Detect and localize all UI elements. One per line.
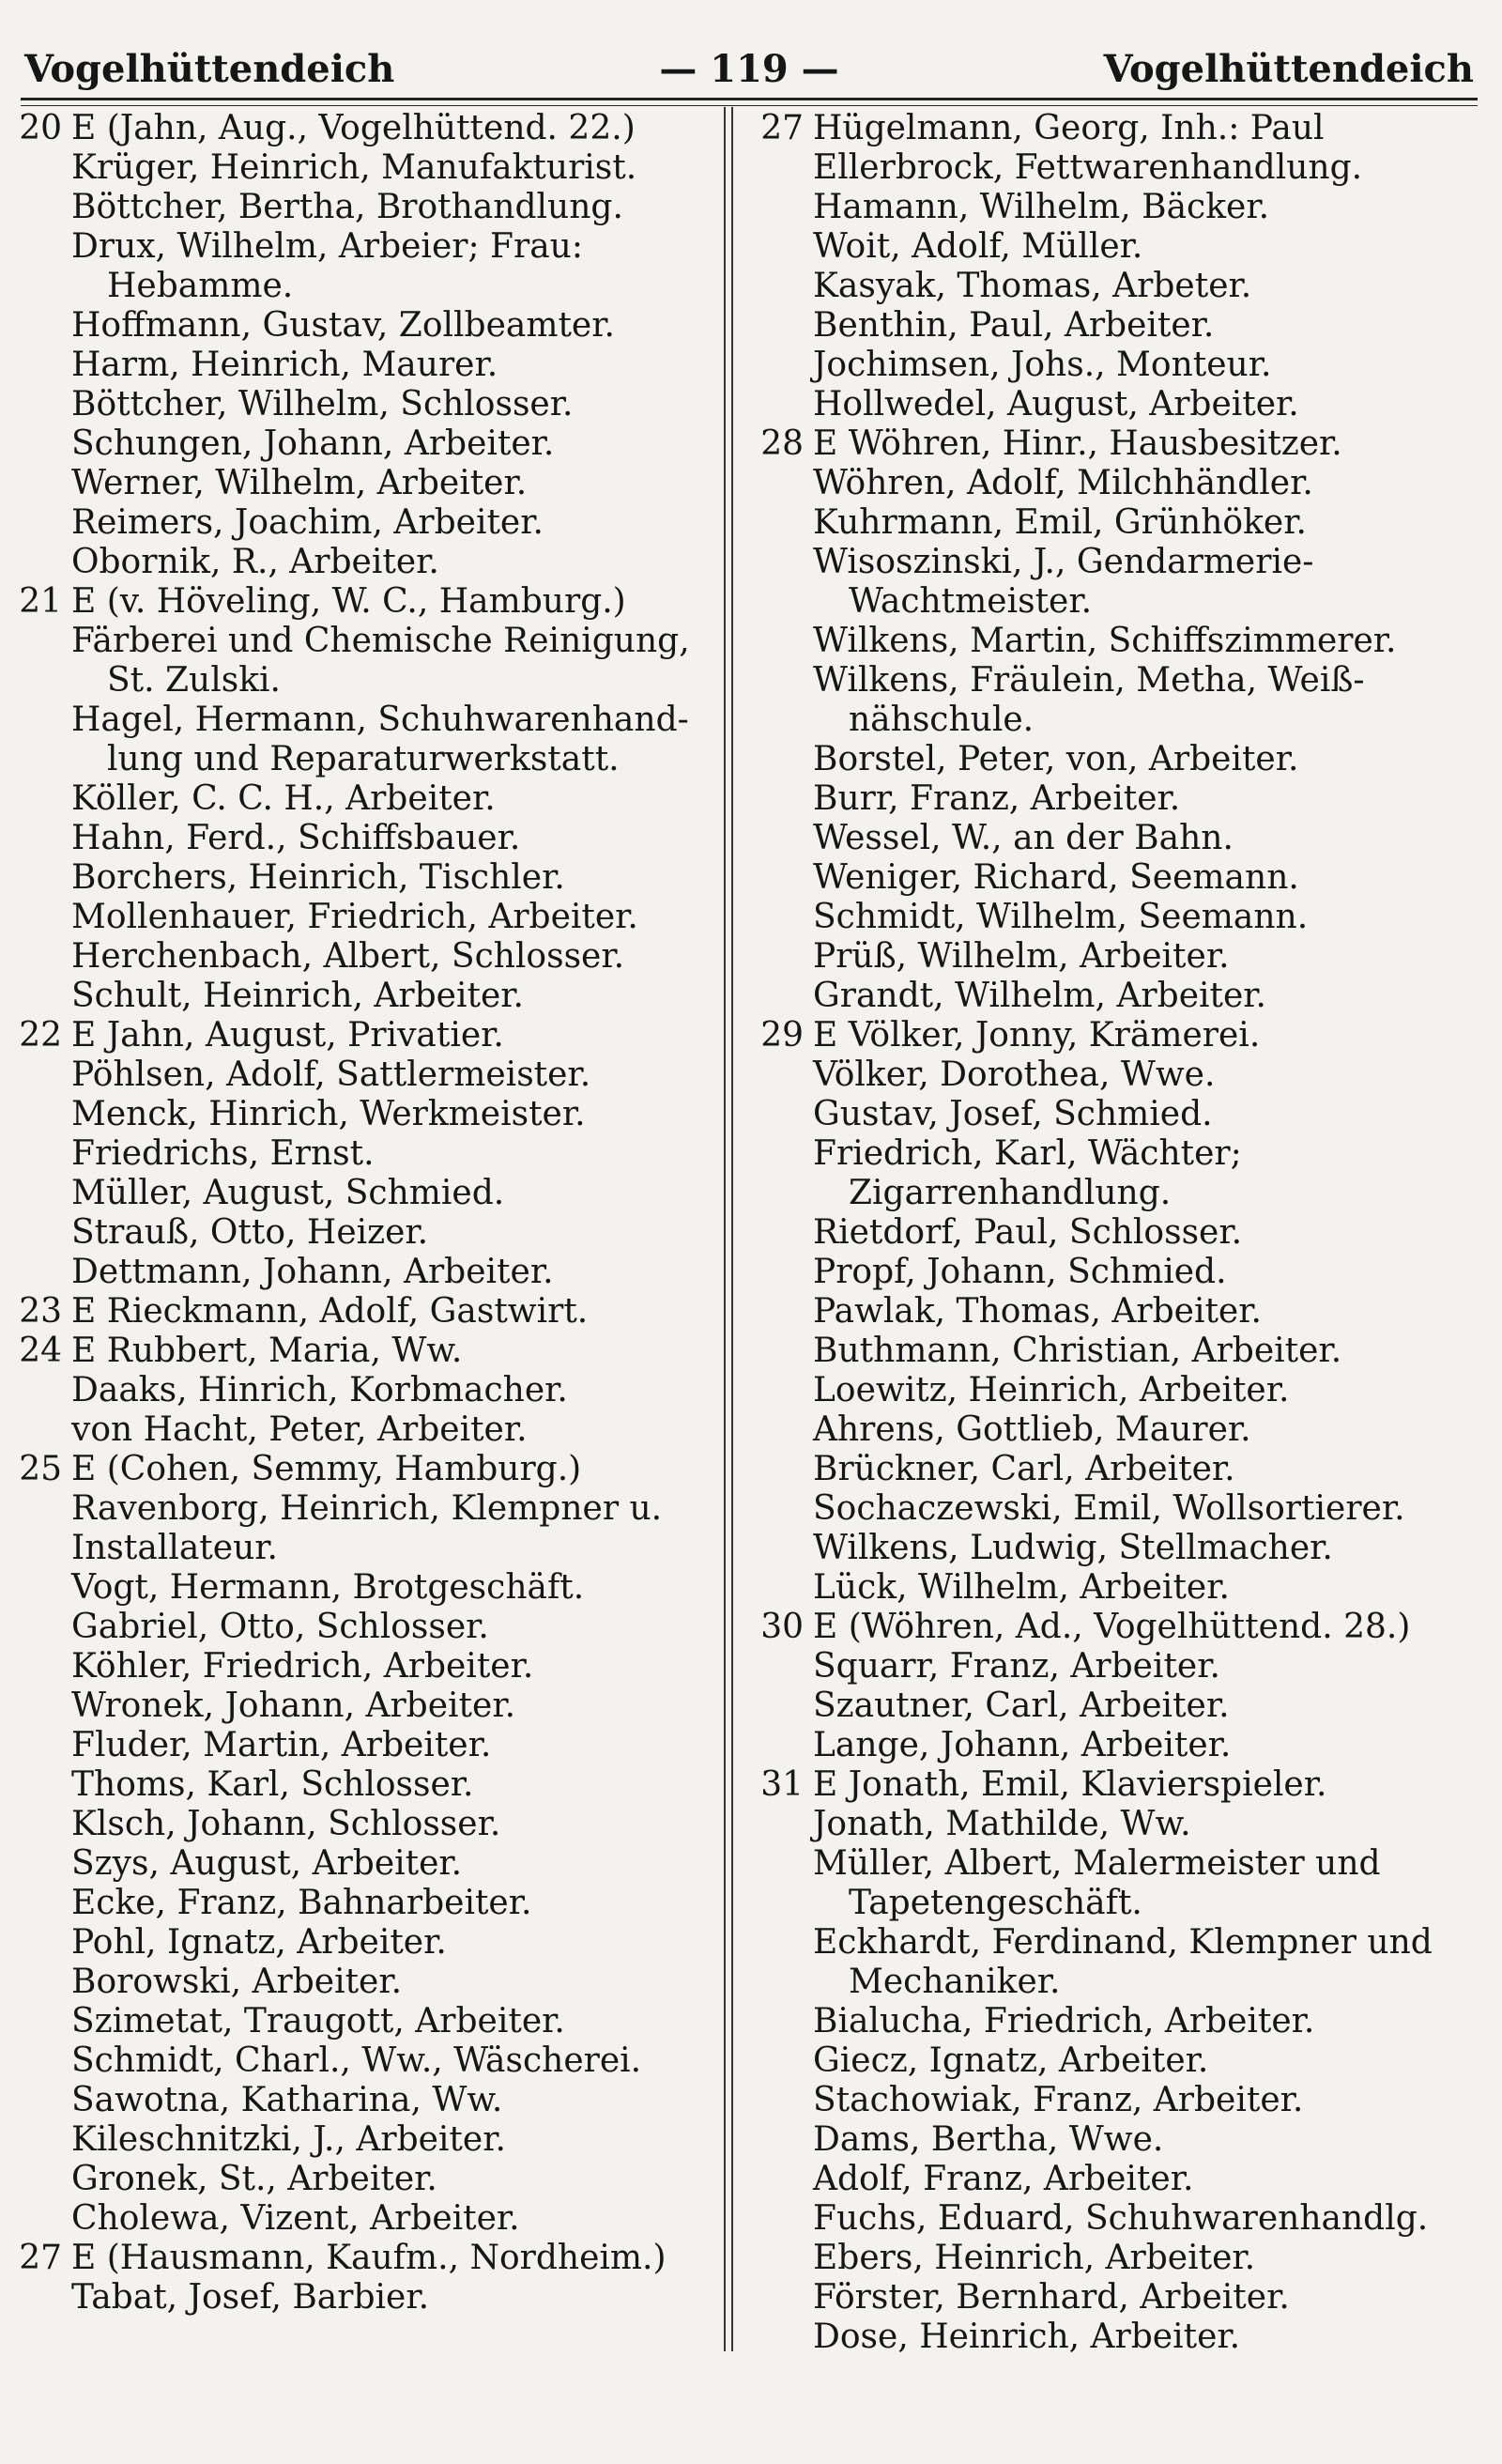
entry-text: Wilkens, Martin, Schiffszimmerer.	[813, 622, 1397, 660]
directory-entry	[0, 622, 713, 661]
entry-text: Friedrich, Karl, Wächter;	[813, 1134, 1242, 1173]
directory-entry	[742, 1647, 1493, 1686]
directory-entry	[742, 1134, 1493, 1174]
entry-text: Brückner, Carl, Arbeiter.	[813, 1450, 1235, 1488]
entry-text: E Jahn, August, Privatier.	[71, 1016, 504, 1055]
entry-text: Pawlak, Thomas, Arbeiter.	[813, 1292, 1262, 1331]
directory-entry	[742, 2239, 1493, 2278]
entry-text: Benthin, Paul, Arbeiter.	[813, 306, 1215, 345]
entry-text: Prüß, Wilhelm, Arbeiter.	[813, 937, 1230, 976]
directory-entry	[0, 1529, 713, 1568]
entry-text: E (Hausmann, Kaufm., Nordheim.)	[71, 2239, 667, 2277]
entry-text: Gabriel, Otto, Schlosser.	[71, 1608, 489, 1646]
entry-text: Wöhren, Adolf, Milchhändler.	[813, 464, 1313, 502]
directory-entry	[0, 1450, 713, 1489]
entry-text: Hagel, Hermann, Schuhwarenhand-	[71, 701, 689, 739]
entry-text: E Wöhren, Hinr., Hausbesitzer.	[813, 424, 1342, 463]
directory-entry	[0, 2002, 713, 2041]
column-divider-1	[724, 107, 726, 2351]
right-column	[742, 109, 1493, 2357]
directory-entry	[742, 2278, 1493, 2318]
entry-text: Pöhlsen, Adolf, Sattlermeister.	[71, 1055, 591, 1094]
directory-entry	[742, 543, 1493, 582]
entry-text: Rietdorf, Paul, Schlosser.	[813, 1213, 1243, 1252]
page-number: — 119 —	[659, 46, 839, 91]
directory-entry	[0, 1292, 713, 1332]
directory-entry	[0, 2081, 713, 2120]
entry-text: Ecke, Franz, Bahnarbeiter.	[71, 1884, 532, 1922]
directory-entry	[742, 701, 1493, 740]
directory-entry	[0, 1253, 713, 1292]
directory-entry	[742, 2318, 1493, 2357]
entry-text: Böttcher, Wilhelm, Schlosser.	[71, 385, 574, 424]
directory-entry	[0, 1095, 713, 1134]
directory-entry	[0, 1016, 713, 1055]
entry-text: Installateur.	[71, 1529, 278, 1567]
directory-entry	[0, 1371, 713, 1410]
directory-entry	[0, 306, 713, 346]
directory-entry	[0, 1884, 713, 1923]
directory-entry	[742, 385, 1493, 424]
directory-entry	[742, 2002, 1493, 2041]
entry-text: Borchers, Heinrich, Tischler.	[71, 858, 565, 897]
entry-text: Wessel, W., an der Bahn.	[813, 819, 1234, 857]
house-number: 30	[760, 1608, 804, 1646]
entry-text: Thoms, Karl, Schlosser.	[71, 1765, 474, 1804]
directory-entry	[0, 858, 713, 898]
header-left-street: Vogelhüttendeich	[24, 46, 395, 91]
directory-entry	[742, 1805, 1493, 1844]
entry-text: Gustav, Josef, Schmied.	[813, 1095, 1213, 1133]
entry-text: Böttcher, Bertha, Brothandlung.	[71, 188, 623, 226]
directory-entry	[742, 622, 1493, 661]
directory-entry	[742, 1292, 1493, 1332]
directory-entry	[742, 582, 1493, 622]
entry-text: E Jonath, Emil, Klavierspieler.	[813, 1765, 1327, 1804]
directory-entry	[742, 1923, 1493, 1963]
entry-text: Wilkens, Fräulein, Metha, Weiß-	[813, 661, 1365, 700]
directory-entry	[0, 543, 713, 582]
directory-entry	[0, 1805, 713, 1844]
directory-entry	[0, 740, 713, 779]
directory-entry	[742, 1963, 1493, 2002]
directory-entry	[742, 2120, 1493, 2160]
entry-text: Friedrichs, Ernst.	[71, 1134, 375, 1173]
entry-text: Ravenborg, Heinrich, Klempner u.	[71, 1489, 663, 1528]
left-column	[0, 109, 713, 2318]
entry-text: Menck, Hinrich, Werkmeister.	[71, 1095, 586, 1133]
directory-entry	[742, 1253, 1493, 1292]
directory-entry	[742, 2199, 1493, 2239]
directory-entry	[0, 227, 713, 267]
entry-text: Szimetat, Traugott, Arbeiter.	[71, 2002, 565, 2040]
entry-text: E Rubbert, Maria, Ww.	[71, 1332, 463, 1370]
directory-entry	[742, 898, 1493, 937]
directory-entry	[742, 1016, 1493, 1055]
directory-entry	[0, 1608, 713, 1647]
entry-text: Adolf, Franz, Arbeiter.	[813, 2160, 1194, 2198]
directory-entry	[742, 740, 1493, 779]
header-rule-thin	[21, 105, 1478, 106]
directory-entry	[0, 1489, 713, 1529]
house-number: 28	[760, 424, 804, 463]
entry-text: Drux, Wilhelm, Arbeier; Frau:	[71, 227, 583, 266]
house-number: 27	[760, 109, 804, 147]
directory-entry	[0, 2120, 713, 2160]
entry-continuation: St. Zulski.	[107, 661, 281, 700]
entry-text: Wilkens, Ludwig, Stellmacher.	[813, 1529, 1333, 1567]
entry-text: Grandt, Wilhelm, Arbeiter.	[813, 977, 1266, 1015]
entry-text: Buthmann, Christian, Arbeiter.	[813, 1332, 1342, 1370]
entry-continuation: lung und Reparaturwerkstatt.	[107, 740, 620, 778]
entry-text: Färberei und Chemische Reinigung,	[71, 622, 690, 660]
directory-entry	[0, 2199, 713, 2239]
entry-text: Wronek, Johann, Arbeiter.	[71, 1686, 516, 1725]
entry-continuation: Hebamme.	[107, 267, 294, 305]
entry-text: Völker, Dorothea, Wwe.	[813, 1055, 1216, 1094]
directory-entry	[742, 977, 1493, 1016]
directory-entry	[0, 503, 713, 543]
entry-text: Köhler, Friedrich, Arbeiter.	[71, 1647, 534, 1686]
directory-entry	[0, 898, 713, 937]
directory-entry	[0, 385, 713, 424]
entry-text: Szautner, Carl, Arbeiter.	[813, 1686, 1230, 1725]
directory-entry	[0, 1963, 713, 2002]
directory-entry	[0, 464, 713, 503]
entry-text: E (Cohen, Semmy, Hamburg.)	[71, 1450, 582, 1488]
entry-text: E (v. Höveling, W. C., Hamburg.)	[71, 582, 626, 621]
directory-entry	[0, 937, 713, 977]
entry-text: Schmidt, Wilhelm, Seemann.	[813, 898, 1309, 936]
entry-text: Daaks, Hinrich, Korbmacher.	[71, 1371, 568, 1409]
entry-text: Loewitz, Heinrich, Arbeiter.	[813, 1371, 1290, 1409]
directory-entry	[742, 1529, 1493, 1568]
directory-entry	[742, 1410, 1493, 1450]
entry-text: von Hacht, Peter, Arbeiter.	[71, 1410, 528, 1449]
entry-text: E Völker, Jonny, Krämerei.	[813, 1016, 1261, 1055]
entry-text: Schmidt, Charl., Ww., Wäscherei.	[71, 2041, 642, 2080]
directory-entry	[742, 1884, 1493, 1923]
directory-entry	[0, 2278, 713, 2318]
entry-text: Dettmann, Johann, Arbeiter.	[71, 1253, 554, 1291]
directory-entry	[0, 1686, 713, 1726]
directory-entry	[742, 464, 1493, 503]
entry-text: Lück, Wilhelm, Arbeiter.	[813, 1568, 1230, 1607]
directory-entry	[742, 779, 1493, 819]
entry-text: Förster, Bernhard, Arbeiter.	[813, 2278, 1290, 2317]
directory-entry	[0, 977, 713, 1016]
directory-entry	[742, 1332, 1493, 1371]
directory-entry	[742, 346, 1493, 385]
entry-text: Propf, Johann, Schmied.	[813, 1253, 1227, 1291]
directory-entry	[0, 1332, 713, 1371]
house-number: 20	[19, 109, 62, 147]
entry-text: Kileschnitzki, J., Arbeiter.	[71, 2120, 506, 2159]
entry-text: E (Jahn, Aug., Vogelhüttend. 22.)	[71, 109, 636, 147]
page-header	[24, 41, 1474, 96]
entry-text: Hoffmann, Gustav, Zollbeamter.	[71, 306, 615, 345]
entry-text: Squarr, Franz, Arbeiter.	[813, 1647, 1220, 1686]
entry-text: Dams, Bertha, Wwe.	[813, 2120, 1164, 2159]
directory-entry	[742, 1686, 1493, 1726]
entry-text: Wisoszinski, J., Gendarmerie-	[813, 543, 1314, 581]
entry-text: Weniger, Richard, Seemann.	[813, 858, 1299, 897]
entry-text: Kuhrmann, Emil, Grünhöker.	[813, 503, 1307, 542]
directory-entry	[0, 1844, 713, 1884]
directory-entry	[742, 148, 1493, 188]
entry-text: Woit, Adolf, Müller.	[813, 227, 1143, 266]
house-number: 21	[19, 582, 62, 621]
entry-text: Borstel, Peter, von, Arbeiter.	[813, 740, 1299, 778]
entry-text: Reimers, Joachim, Arbeiter.	[71, 503, 544, 542]
directory-entry	[0, 582, 713, 622]
directory-entry	[742, 1213, 1493, 1253]
entry-text: Fluder, Martin, Arbeiter.	[71, 1726, 492, 1764]
directory-entry	[0, 346, 713, 385]
house-number: 31	[760, 1765, 804, 1804]
entry-text: Fuchs, Eduard, Schuhwarenhandlg.	[813, 2199, 1429, 2238]
directory-entry	[0, 1055, 713, 1095]
directory-entry	[742, 1568, 1493, 1608]
directory-entry	[742, 227, 1493, 267]
directory-entry	[0, 1213, 713, 1253]
directory-entry	[742, 109, 1493, 148]
directory-entry	[742, 267, 1493, 306]
entry-text: Schungen, Johann, Arbeiter.	[71, 424, 555, 463]
entry-text: Sawotna, Katharina, Ww.	[71, 2081, 503, 2119]
directory-entry	[0, 1726, 713, 1765]
house-number: 27	[19, 2239, 62, 2277]
house-number: 24	[19, 1332, 62, 1370]
directory-entry	[742, 306, 1493, 346]
entry-continuation: Tapetengeschäft.	[849, 1884, 1142, 1922]
house-number: 23	[19, 1292, 62, 1331]
directory-entry	[0, 661, 713, 701]
directory-entry	[0, 1568, 713, 1608]
header-right-street: Vogelhüttendeich	[1103, 46, 1474, 91]
entry-text: Kasyak, Thomas, Arbeter.	[813, 267, 1252, 305]
entry-continuation: Zigarrenhandlung.	[849, 1174, 1172, 1212]
directory-entry	[742, 2160, 1493, 2199]
entry-text: Ebers, Heinrich, Arbeiter.	[813, 2239, 1256, 2277]
entry-text: Ahrens, Gottlieb, Maurer.	[813, 1410, 1251, 1449]
entry-text: Harm, Heinrich, Maurer.	[71, 346, 498, 384]
entry-text: Giecz, Ignatz, Arbeiter.	[813, 2041, 1209, 2080]
entry-text: Dose, Heinrich, Arbeiter.	[813, 2318, 1241, 2356]
directory-entry	[742, 1371, 1493, 1410]
entry-continuation: Mechaniker.	[849, 1963, 1061, 2001]
header-rule-thick	[21, 98, 1478, 100]
directory-entry	[742, 937, 1493, 977]
directory-entry	[742, 1765, 1493, 1805]
entry-text: Herchenbach, Albert, Schlosser.	[71, 937, 625, 976]
directory-entry	[0, 424, 713, 464]
directory-entry	[742, 2041, 1493, 2081]
directory-entry	[0, 819, 713, 858]
entry-text: Tabat, Josef, Barbier.	[71, 2278, 430, 2317]
entry-text: Schult, Heinrich, Arbeiter.	[71, 977, 524, 1015]
entry-text: Szys, August, Arbeiter.	[71, 1844, 463, 1883]
entry-text: Hahn, Ferd., Schiffsbauer.	[71, 819, 521, 857]
entry-text: Gronek, St., Arbeiter.	[71, 2160, 437, 2198]
column-divider-2	[731, 107, 733, 2351]
entry-continuation: nähschule.	[849, 701, 1035, 739]
directory-entry	[742, 2081, 1493, 2120]
directory-entry	[742, 819, 1493, 858]
directory-entry	[0, 109, 713, 148]
directory-entry	[742, 1174, 1493, 1213]
directory-entry	[0, 2239, 713, 2278]
entry-text: Obornik, R., Arbeiter.	[71, 543, 439, 581]
directory-entry	[0, 1134, 713, 1174]
directory-entry	[742, 661, 1493, 701]
entry-text: Krüger, Heinrich, Manufakturist.	[71, 148, 637, 187]
entry-text: Sochaczewski, Emil, Wollsortierer.	[813, 1489, 1405, 1528]
directory-entry	[0, 148, 713, 188]
directory-entry	[742, 1844, 1493, 1884]
entry-text: Stachowiak, Franz, Arbeiter.	[813, 2081, 1304, 2119]
directory-entry	[0, 1174, 713, 1213]
entry-text: Müller, Albert, Malermeister und	[813, 1844, 1381, 1883]
directory-entry	[0, 1765, 713, 1805]
directory-entry	[0, 1647, 713, 1686]
entry-text: Bialucha, Friedrich, Arbeiter.	[813, 2002, 1315, 2040]
directory-entry	[0, 188, 713, 227]
directory-entry	[742, 424, 1493, 464]
entry-text: Vogt, Hermann, Brotgeschäft.	[71, 1568, 585, 1607]
directory-entry	[0, 2041, 713, 2081]
entry-text: Hamann, Wilhelm, Bäcker.	[813, 188, 1270, 226]
entry-continuation: Wachtmeister.	[849, 582, 1093, 621]
entry-text: Müller, August, Schmied.	[71, 1174, 505, 1212]
directory-entry	[742, 1726, 1493, 1765]
entry-text: Werner, Wilhelm, Arbeiter.	[71, 464, 528, 502]
directory-entry	[0, 267, 713, 306]
directory-entry	[742, 503, 1493, 543]
entry-text: Jonath, Mathilde, Ww.	[813, 1805, 1191, 1843]
directory-entry	[0, 779, 713, 819]
directory-entry	[0, 1923, 713, 1963]
entry-text: Eckhardt, Ferdinand, Klempner und	[813, 1923, 1433, 1962]
directory-entry	[742, 1055, 1493, 1095]
entry-text: Strauß, Otto, Heizer.	[71, 1213, 429, 1252]
directory-entry	[0, 1410, 713, 1450]
entry-text: E (Wöhren, Ad., Vogelhüttend. 28.)	[813, 1608, 1411, 1646]
directory-entry	[742, 1450, 1493, 1489]
entry-text: Köller, C. C. H., Arbeiter.	[71, 779, 496, 818]
entry-text: Burr, Franz, Arbeiter.	[813, 779, 1181, 818]
entry-text: Lange, Johann, Arbeiter.	[813, 1726, 1232, 1764]
directory-entry	[742, 1489, 1493, 1529]
house-number: 29	[760, 1016, 804, 1055]
directory-entry	[0, 701, 713, 740]
entry-text: Cholewa, Vizent, Arbeiter.	[71, 2199, 520, 2238]
directory-entry	[742, 1095, 1493, 1134]
entry-text: Mollenhauer, Friedrich, Arbeiter.	[71, 898, 638, 936]
directory-entry	[742, 1608, 1493, 1647]
entry-text: Pohl, Ignatz, Arbeiter.	[71, 1923, 447, 1962]
directory-entry	[742, 188, 1493, 227]
directory-entry	[0, 2160, 713, 2199]
entry-text: Ellerbrock, Fettwarenhandlung.	[813, 148, 1363, 187]
entry-text: Borowski, Arbeiter.	[71, 1963, 403, 2001]
house-number: 22	[19, 1016, 62, 1055]
entry-text: Klsch, Johann, Schlosser.	[71, 1805, 501, 1843]
entry-text: E Rieckmann, Adolf, Gastwirt.	[71, 1292, 589, 1331]
directory-entry	[742, 858, 1493, 898]
entry-text: Hügelmann, Georg, Inh.: Paul	[813, 109, 1325, 147]
house-number: 25	[19, 1450, 62, 1488]
entry-text: Jochimsen, Johs., Monteur.	[813, 346, 1272, 384]
entry-text: Hollwedel, August, Arbeiter.	[813, 385, 1299, 424]
